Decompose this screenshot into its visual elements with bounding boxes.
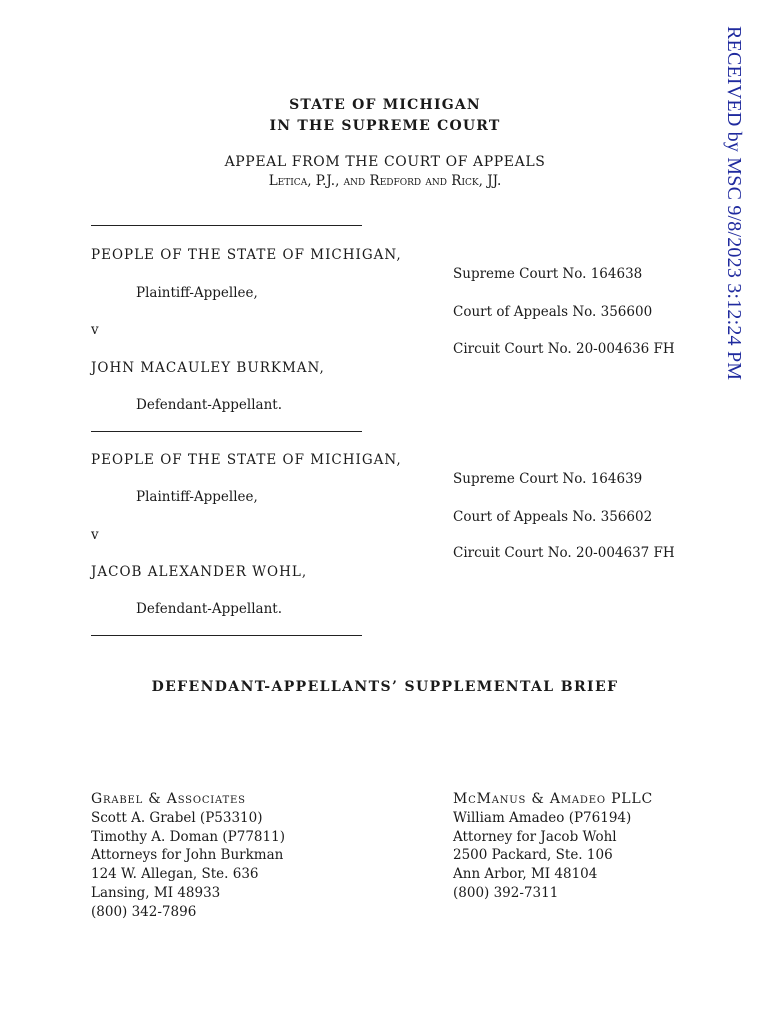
court-heading: IN THE SUPREME COURT: [269, 118, 501, 134]
firm-name: Grabel & Associates: [91, 791, 246, 807]
counsel-line: 2500 Packard, Ste. 106: [453, 847, 613, 864]
firm-name: McManus & Amadeo PLLC: [453, 791, 653, 807]
defendant-name: JOHN MACAULEY BURKMAN,: [91, 360, 325, 376]
defendant-name: JACOB ALEXANDER WOHL,: [91, 564, 308, 580]
counsel-line: Attorneys for John Burkman: [91, 847, 284, 864]
supreme-court-number: Supreme Court No. 164639: [453, 471, 643, 487]
defendant-role: Defendant-Appellant.: [136, 601, 282, 617]
divider-rule: [91, 635, 362, 636]
counsel-line: Attorney for Jacob Wohl: [453, 828, 617, 845]
plaintiff-role: Plaintiff-Appellee,: [136, 285, 258, 301]
brief-title: DEFENDANT-APPELLANTS’ SUPPLEMENTAL BRIEF: [151, 679, 619, 695]
counsel-line: 124 W. Allegan, Ste. 636: [91, 866, 259, 883]
versus: v: [91, 527, 99, 543]
supreme-court-number: Supreme Court No. 164638: [453, 266, 643, 282]
circuit-court-number: Circuit Court No. 20-004637 FH: [453, 545, 675, 561]
divider-rule: [91, 225, 362, 226]
versus: v: [91, 322, 99, 338]
counsel-block-right: [453, 790, 653, 903]
counsel-line: Ann Arbor, MI 48104: [453, 866, 598, 883]
counsel-line: Lansing, MI 48933: [91, 884, 221, 901]
counsel-block-left: [91, 790, 285, 922]
counsel-line: (800) 392-7311: [453, 884, 559, 901]
counsel-line: (800) 342-7896: [91, 903, 197, 920]
circuit-court-number: Circuit Court No. 20-004636 FH: [453, 341, 675, 357]
panel-judges: Letica, P.J., and Redford and Rick, JJ.: [268, 173, 502, 189]
plaintiff-role: Plaintiff-Appellee,: [136, 489, 258, 505]
counsel-line: Scott A. Grabel (P53310): [91, 809, 263, 826]
divider-rule: [91, 431, 362, 432]
counsel-line: Timothy A. Doman (P77811): [91, 828, 285, 845]
plaintiff-name: PEOPLE OF THE STATE OF MICHIGAN,: [91, 452, 402, 468]
received-stamp: RECEIVED by MSC 9/8/2023 3:12:24 PM: [723, 26, 745, 381]
defendant-role: Defendant-Appellant.: [136, 397, 282, 413]
appeals-court-number: Court of Appeals No. 356602: [453, 509, 653, 525]
appeals-court-number: Court of Appeals No. 356600: [453, 304, 653, 320]
appeal-heading: APPEAL FROM THE COURT OF APPEALS: [224, 154, 546, 170]
plaintiff-name: PEOPLE OF THE STATE OF MICHIGAN,: [91, 247, 402, 263]
counsel-line: William Amadeo (P76194): [453, 809, 632, 826]
state-heading: STATE OF MICHIGAN: [289, 97, 481, 113]
